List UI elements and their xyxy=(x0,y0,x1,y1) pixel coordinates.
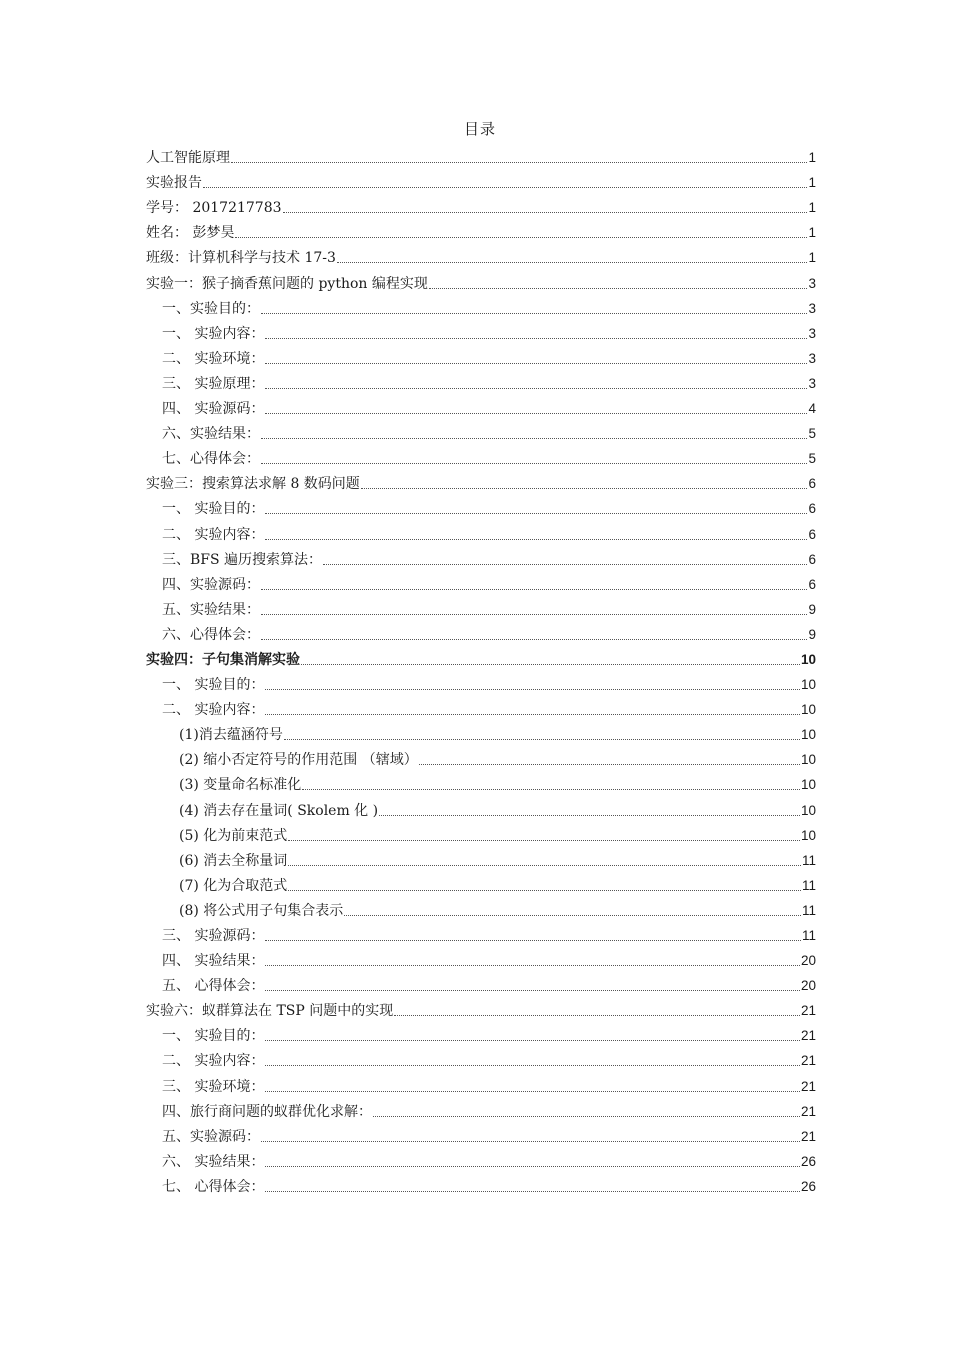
toc-entry-text: 实验六：蚁群算法在 TSP 问题中的实现 xyxy=(146,1003,394,1020)
toc-dot-leader xyxy=(301,663,800,665)
toc-entry-text: 一、实验目的： xyxy=(162,300,260,317)
toc-entry[interactable] xyxy=(146,242,816,267)
toc-entry-text: (3) 变量命名标准化 xyxy=(179,777,302,794)
toc-dot-leader xyxy=(261,588,807,590)
toc-entry[interactable] xyxy=(146,293,816,318)
toc-page-number: 10 xyxy=(800,702,816,718)
toc-page-number: 3 xyxy=(808,325,816,341)
toc-dot-leader xyxy=(265,1090,800,1092)
toc-page-number: 21 xyxy=(800,1128,816,1144)
table-of-contents xyxy=(146,142,816,1196)
toc-dot-leader xyxy=(231,161,807,163)
toc-dot-leader xyxy=(265,964,800,966)
toc-dot-leader xyxy=(265,1064,800,1066)
toc-dot-leader xyxy=(235,236,807,238)
toc-dot-leader xyxy=(261,312,807,314)
toc-dot-leader xyxy=(261,1140,800,1142)
toc-entry-text: 六、心得体会： xyxy=(162,626,260,643)
toc-dot-leader xyxy=(261,638,807,640)
toc-dot-leader xyxy=(288,864,801,866)
toc-dot-leader xyxy=(379,814,800,816)
toc-entry[interactable] xyxy=(146,945,816,970)
toc-dot-leader xyxy=(265,362,807,364)
toc-dot-leader xyxy=(265,1190,800,1192)
toc-page-number: 5 xyxy=(808,426,816,442)
toc-entry[interactable] xyxy=(146,1121,816,1146)
toc-entry[interactable] xyxy=(146,544,816,569)
toc-entry-text: 四、 实验结果： xyxy=(162,953,265,970)
toc-entry[interactable] xyxy=(146,192,816,217)
toc-entry-text: 二、 实验内容： xyxy=(162,1053,265,1070)
toc-entry-text: 学号： 2017217783 xyxy=(146,200,282,217)
toc-dot-leader xyxy=(265,337,807,339)
toc-entry-text: 三、 实验源码： xyxy=(162,928,265,944)
toc-dot-leader xyxy=(288,889,801,891)
toc-page-number: 3 xyxy=(808,375,816,391)
toc-dot-leader xyxy=(337,261,808,263)
toc-dot-leader xyxy=(265,387,807,389)
toc-entry[interactable] xyxy=(146,343,816,368)
toc-page-number: 10 xyxy=(800,802,816,818)
toc-page-number: 10 xyxy=(800,827,816,843)
toc-entry-text: 班级：计算机科学与技术 17-3 xyxy=(146,250,336,267)
toc-dot-leader xyxy=(419,763,800,765)
toc-entry-text: 六、 实验结果： xyxy=(162,1153,265,1170)
toc-entry-text: 七、 心得体会： xyxy=(162,1178,265,1195)
toc-entry-text: (7) 化为合取范式 xyxy=(179,877,288,894)
toc-entry-text: 六、实验结果： xyxy=(162,426,260,443)
toc-entry[interactable] xyxy=(146,669,816,694)
toc-entry[interactable] xyxy=(146,142,816,167)
toc-page-number: 3 xyxy=(808,350,816,366)
toc-page-number: 6 xyxy=(808,526,816,542)
toc-entry[interactable] xyxy=(146,267,816,292)
toc-dot-leader xyxy=(265,1039,800,1041)
toc-entry[interactable] xyxy=(146,995,816,1020)
toc-page-number: 20 xyxy=(800,953,816,969)
toc-entry[interactable] xyxy=(146,1020,816,1045)
toc-page-number: 10 xyxy=(800,752,816,768)
toc-page-number: 3 xyxy=(808,275,816,291)
toc-entry-text: 实验四：子句集消解实验 xyxy=(146,651,300,668)
toc-entry-text: 一、 实验目的： xyxy=(162,677,265,694)
toc-entry[interactable] xyxy=(146,318,816,343)
toc-page-number: 10 xyxy=(800,727,816,743)
toc-entry-text: 一、 实验内容： xyxy=(162,325,265,342)
toc-entry[interactable] xyxy=(146,769,816,794)
toc-entry-text: 四、实验源码： xyxy=(162,576,260,593)
toc-entry[interactable] xyxy=(146,167,816,192)
toc-entry-text: 七、心得体会： xyxy=(162,451,260,468)
toc-page-number: 11 xyxy=(801,902,816,918)
toc-dot-leader xyxy=(265,688,800,690)
toc-page-number: 1 xyxy=(808,150,816,166)
toc-entry[interactable] xyxy=(146,920,816,945)
toc-dot-leader xyxy=(265,713,800,715)
toc-entry[interactable] xyxy=(146,1171,816,1196)
toc-entry-text: 三、 实验环境： xyxy=(162,1078,265,1095)
toc-entry-text: (2) 缩小否定符号的作用范围 （辖域） xyxy=(179,752,418,769)
toc-page-number: 21 xyxy=(800,1078,816,1094)
toc-dot-leader xyxy=(261,437,807,439)
toc-page-number: 3 xyxy=(808,300,816,316)
toc-entry-text: (1)消去蕴涵符号 xyxy=(179,727,283,744)
toc-page-number: 20 xyxy=(800,978,816,994)
toc-entry[interactable] xyxy=(146,719,816,744)
toc-dot-leader xyxy=(284,738,800,740)
toc-entry-text: 五、实验源码： xyxy=(162,1128,260,1145)
toc-entry[interactable] xyxy=(146,619,816,644)
toc-page-number: 6 xyxy=(808,476,816,492)
toc-dot-leader xyxy=(265,538,807,540)
toc-entry[interactable] xyxy=(146,895,816,920)
toc-page-number: 1 xyxy=(808,175,816,191)
toc-entry-text: 四、旅行商问题的蚁群优化求解： xyxy=(162,1103,372,1120)
toc-page-number: 1 xyxy=(808,225,816,241)
toc-page-number: 5 xyxy=(808,451,816,467)
toc-page-number: 21 xyxy=(800,1103,816,1119)
toc-entry[interactable] xyxy=(146,970,816,995)
toc-entry[interactable] xyxy=(146,594,816,619)
toc-entry-text: 一、 实验目的： xyxy=(162,1028,265,1045)
toc-entry[interactable] xyxy=(146,217,816,242)
toc-entry[interactable] xyxy=(146,794,816,819)
toc-dot-leader xyxy=(429,287,808,289)
toc-entry[interactable] xyxy=(146,418,816,443)
toc-dot-leader xyxy=(302,788,800,790)
toc-entry-text: (6) 消去全称量词 xyxy=(179,852,288,869)
toc-entry-text: 实验报告 xyxy=(146,175,202,192)
toc-dot-leader xyxy=(283,211,808,213)
toc-entry[interactable] xyxy=(146,569,816,594)
toc-page-number: 1 xyxy=(808,200,816,216)
toc-entry[interactable] xyxy=(146,368,816,393)
toc-page-number: 11 xyxy=(801,928,816,943)
toc-page-number: 21 xyxy=(800,1053,816,1069)
toc-dot-leader xyxy=(344,914,801,916)
toc-entry[interactable] xyxy=(146,744,816,769)
toc-page-number: 4 xyxy=(808,401,816,417)
toc-dot-leader xyxy=(203,186,807,188)
toc-entry-text: 五、实验结果： xyxy=(162,601,260,618)
toc-entry-text: 四、 实验源码： xyxy=(162,401,265,418)
toc-entry-text: 二、 实验内容： xyxy=(162,526,265,543)
toc-dot-leader xyxy=(265,512,807,514)
toc-entry-text: 二、 实验内容： xyxy=(162,702,265,719)
toc-page-number: 9 xyxy=(808,601,816,617)
toc-page-number: 6 xyxy=(808,551,816,567)
toc-page-number: 9 xyxy=(808,626,816,642)
toc-entry-text: 实验三：搜索算法求解 8 数码问题 xyxy=(146,476,360,493)
toc-page-number: 21 xyxy=(800,1028,816,1044)
toc-entry[interactable] xyxy=(146,443,816,468)
toc-entry[interactable] xyxy=(146,1070,816,1095)
toc-entry[interactable] xyxy=(146,1096,816,1121)
toc-page-number: 26 xyxy=(800,1153,816,1169)
toc-entry-text: 一、 实验目的： xyxy=(162,501,265,518)
toc-page-number: 21 xyxy=(800,1003,816,1019)
toc-entry-text: (4) 消去存在量词( Skolem 化 ) xyxy=(179,802,379,819)
toc-page-number: 26 xyxy=(800,1178,816,1194)
toc-page-number: 11 xyxy=(801,877,816,893)
toc-title: 目录 xyxy=(463,120,496,138)
toc-entry-text: 三、 实验原理： xyxy=(162,375,265,392)
toc-dot-leader xyxy=(265,939,801,941)
toc-dot-leader xyxy=(288,839,800,841)
toc-entry[interactable] xyxy=(146,820,816,845)
toc-entry-text: (8) 将公式用子句集合表示 xyxy=(179,902,344,919)
toc-dot-leader xyxy=(265,412,807,414)
toc-page-number: 10 xyxy=(800,677,816,693)
toc-dot-leader xyxy=(261,462,807,464)
toc-entry[interactable] xyxy=(146,493,816,518)
toc-entry-text: 二、 实验环境： xyxy=(162,350,265,367)
toc-entry[interactable] xyxy=(146,1045,816,1070)
toc-entry-text: 实验一：猴子摘香蕉问题的 python 编程实现 xyxy=(146,275,428,292)
toc-entry[interactable] xyxy=(146,1146,816,1171)
toc-dot-leader xyxy=(373,1115,800,1117)
toc-entry[interactable] xyxy=(146,644,816,669)
toc-entry[interactable] xyxy=(146,845,816,870)
toc-dot-leader xyxy=(361,487,808,489)
toc-page-number: 11 xyxy=(801,852,816,868)
toc-page-number: 10 xyxy=(800,651,816,667)
toc-page-number: 1 xyxy=(808,250,816,266)
toc-dot-leader xyxy=(394,1014,800,1016)
toc-entry-text: 三、BFS 遍历搜索算法： xyxy=(162,551,323,568)
toc-entry[interactable] xyxy=(146,468,816,493)
toc-page-number: 6 xyxy=(808,501,816,517)
toc-page-number: 10 xyxy=(800,777,816,793)
toc-dot-leader xyxy=(261,613,807,615)
toc-dot-leader xyxy=(265,989,800,991)
toc-entry-text: 五、 心得体会： xyxy=(162,978,265,995)
toc-dot-leader xyxy=(323,563,807,565)
toc-entry-text: (5) 化为前束范式 xyxy=(179,827,288,844)
toc-entry[interactable] xyxy=(146,870,816,895)
toc-entry-text: 姓名： 彭梦昊 xyxy=(146,225,235,242)
toc-entry[interactable] xyxy=(146,518,816,543)
toc-entry[interactable] xyxy=(146,393,816,418)
toc-page-number: 6 xyxy=(808,576,816,592)
toc-entry[interactable] xyxy=(146,694,816,719)
toc-dot-leader xyxy=(265,1165,800,1167)
toc-entry-text: 人工智能原理 xyxy=(146,150,230,167)
